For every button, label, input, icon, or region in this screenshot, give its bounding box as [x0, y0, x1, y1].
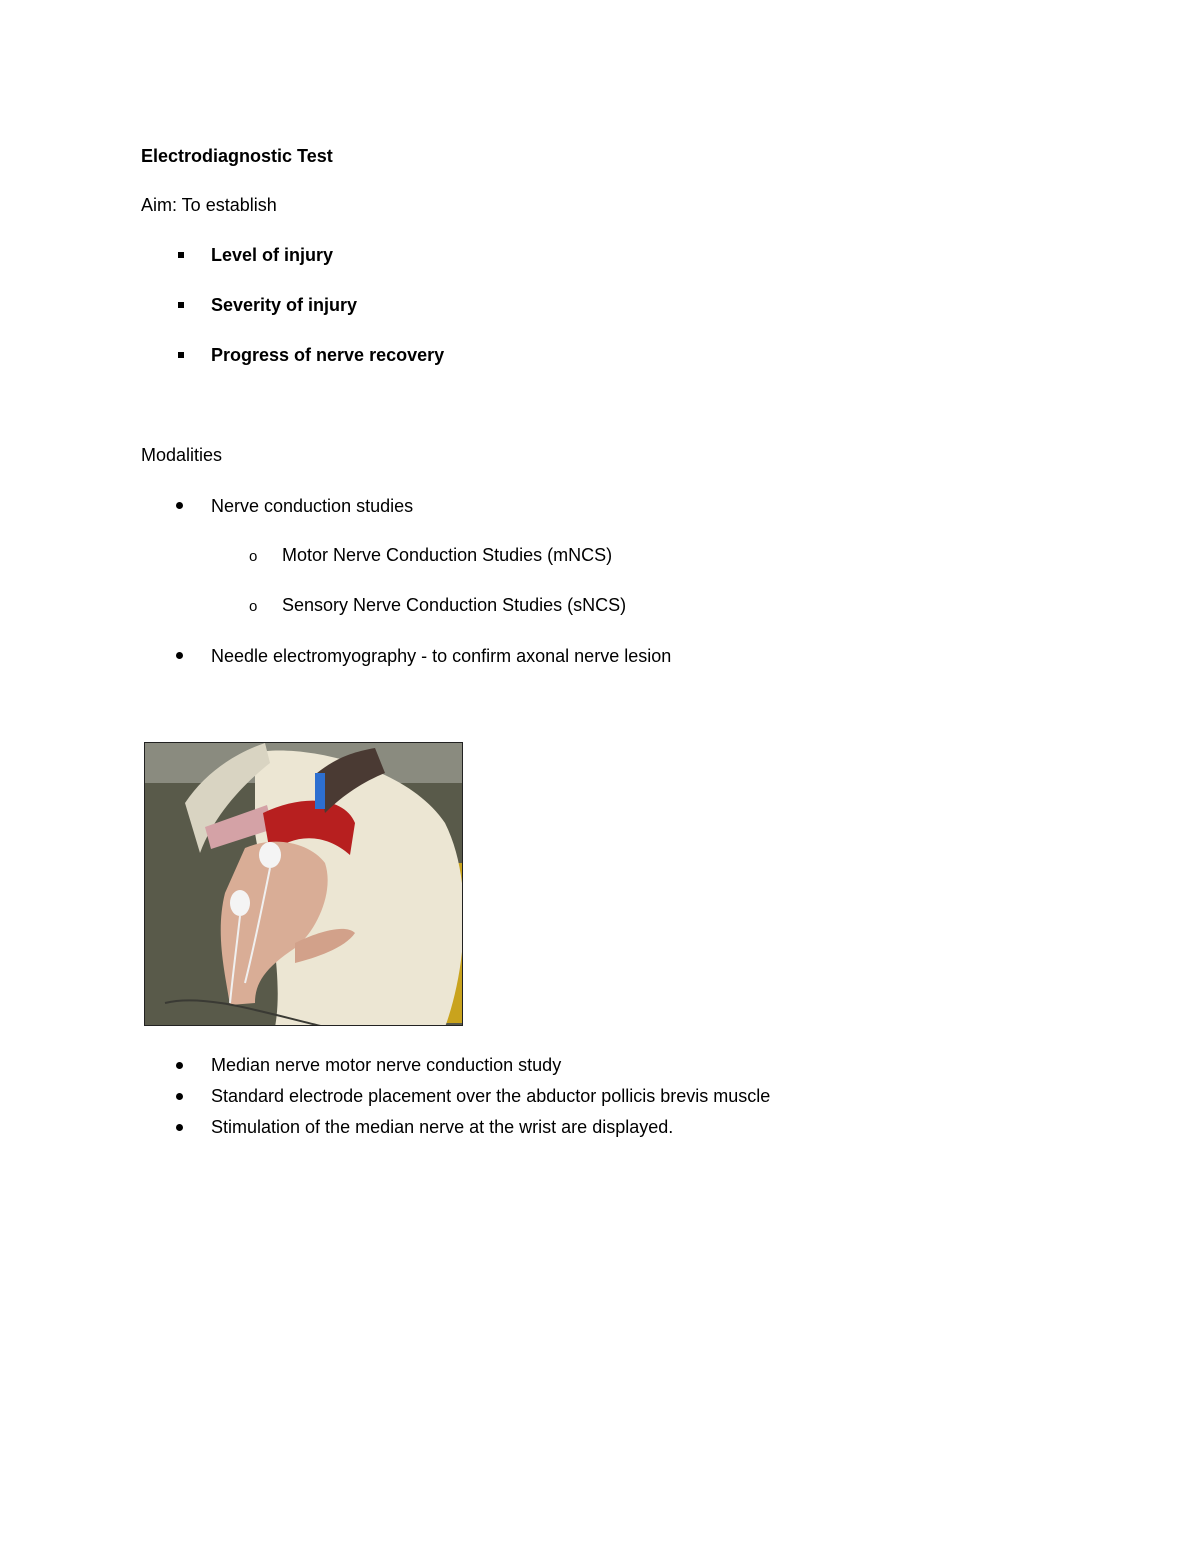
square-bullet-icon — [178, 302, 184, 308]
aim-text: Aim: To establish — [141, 195, 277, 215]
hollow-bullet-icon: o — [249, 598, 258, 615]
hollow-bullet-icon: o — [249, 548, 258, 565]
modalities-heading: Modalities — [141, 445, 223, 465]
list-item-label: Sensory Nerve Conduction Studies (sNCS) — [282, 595, 627, 615]
round-bullet-icon — [176, 1124, 183, 1131]
list-item-label: Standard electrode placement over the abductor pollicis brevis muscle — [211, 1086, 771, 1106]
list-item-label: Motor Nerve Conduction Studies (mNCS) — [282, 545, 613, 565]
square-bullet-icon — [178, 352, 184, 358]
round-bullet-icon — [176, 1093, 183, 1100]
list-item-label: Level of injury — [211, 245, 334, 265]
square-bullet-icon — [178, 252, 184, 258]
list-item-label: Median nerve motor nerve conduction study — [211, 1055, 562, 1075]
list-item-label: Progress of nerve recovery — [211, 345, 445, 365]
round-bullet-icon — [176, 502, 183, 509]
round-bullet-icon — [176, 1062, 183, 1069]
round-bullet-icon — [176, 652, 183, 659]
list-item-label: Needle electromyography - to confirm axonal nerve lesion — [211, 646, 672, 666]
list-item-label: Nerve conduction studies — [211, 496, 414, 516]
list-item-label: Stimulation of the median nerve at the wrist are displayed. — [211, 1117, 674, 1137]
electrode-placement-photo — [144, 742, 463, 1026]
document-title: Electrodiagnostic Test — [141, 146, 333, 166]
list-item-label: Severity of injury — [211, 295, 358, 315]
hand-electrode-icon — [145, 743, 463, 1026]
